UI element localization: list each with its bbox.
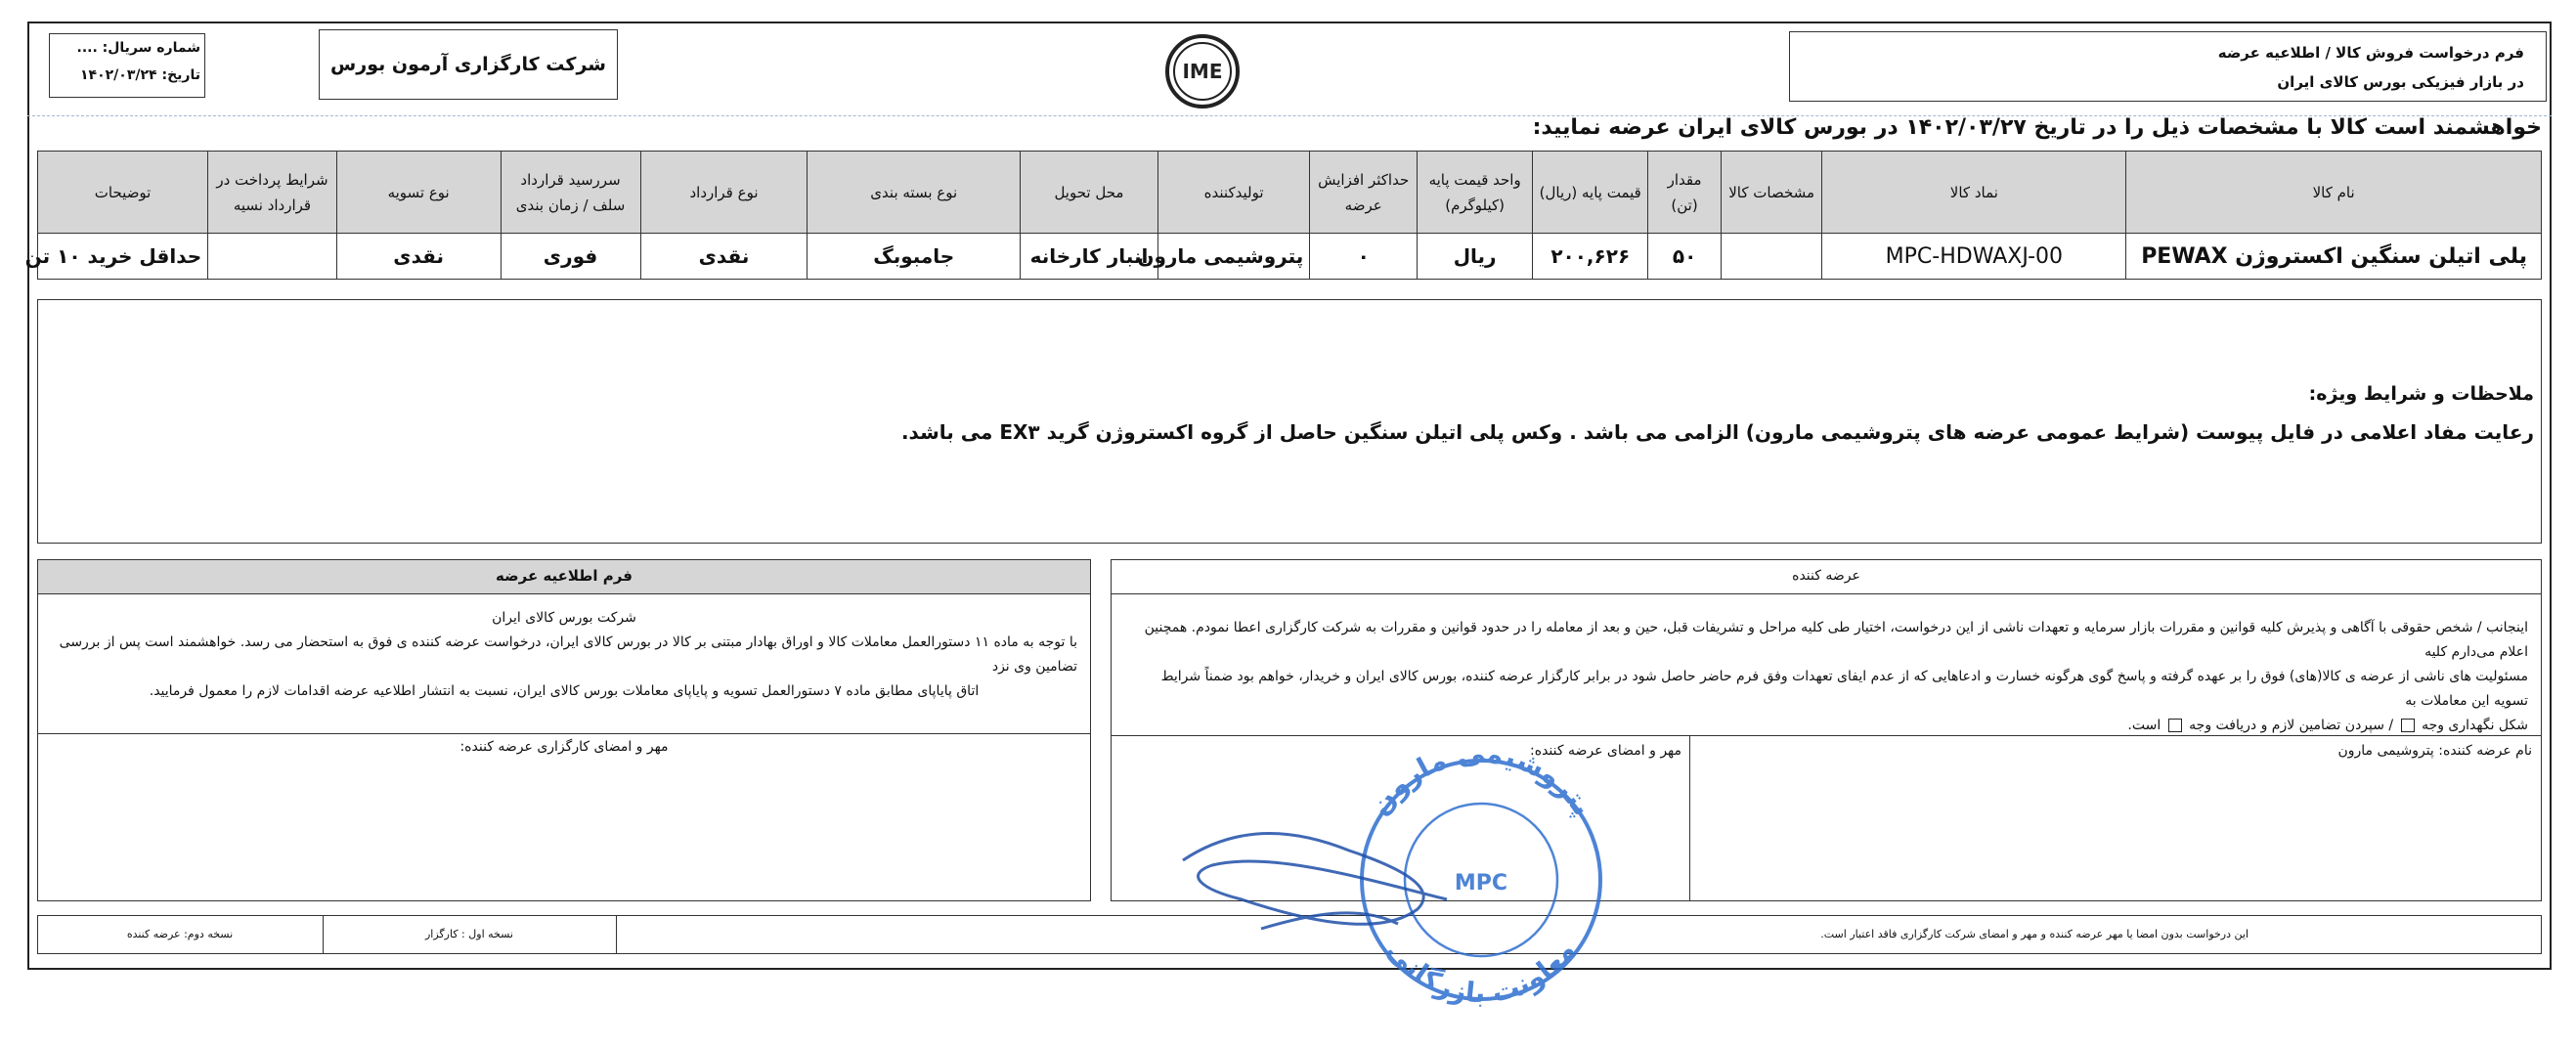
remarks-title: ملاحظات و شرایط ویژه: [2308,383,2534,405]
supplier-line2: مسئولیت های ناشی از عرضه ی کالا(های) فوق را بر عهده گرفته و پاسخ گوی هرگونه خسارت و ادعاهایی که از عدم ایفای تعهدات وفق فرم حاضر حاصل شود در برابر کارگزار عرضه کننده، بورس کالای ایران و خریدار، خواهم بود ضمناً شرایط تسویه این معاملات به [1160,669,2528,709]
offer-info-title: فرم اطلاعیه عرضه [37,559,1091,594]
stamp-line2: معاونت بازرگانی [1380,934,1582,1010]
date-label: تاریخ: ۱۴۰۲/۰۳/۲۴ [80,67,200,83]
broker-company: شرکت کارگزاری آرمون بورس [319,29,618,100]
divider [616,915,617,954]
supplier-line1: اینجانب / شخص حقوقی با آگاهی و پذیرش کلیه قوانین و مقررات بازار سرمایه و تعهدات ناشی از این درخواست، اختیار طی کلیه مراحل و تشریفات قبل، حین و بعد از معامله را در حدود قوانین و مقررات به شرکت کارگزاری اعطا نمودم. همچنین اعلام می‌دارم کلیه [1144,620,2528,660]
checkbox-hold-funds[interactable] [2401,719,2415,732]
supplier-seal-label: مهر و امضای عرضه کننده: [1530,743,1681,759]
col-header: محل تحویل [1021,152,1158,234]
logo-text: IME [1182,60,1223,83]
col-header: واحد قیمت پایه (کیلوگرم) [1418,152,1533,234]
offer-info-line1: شرکت بورس کالای ایران [492,610,636,626]
offer-info-body [51,606,1077,699]
ime-logo [1158,31,1246,111]
offer-info-line3: اتاق پایاپای مطابق ماده ۷ دستورالعمل تسویه و پایاپای معاملات بورس کالای ایران، نسبت به انتشار اطلاعیه عرضه اقدامات لازم را معمول فرمایید. [149,683,980,699]
footer-copy1: نسخه اول : کارگزار [424,928,513,940]
remarks-text: رعایت مفاد اعلامی در فایل پیوست (شرایط عمومی عرضه های پتروشیمی مارون) الزامی می باشد . وکس پلی اتیلن سنگین حاصل از گروه اکستروژن گرید EX۳ می باشد. [900,420,2534,444]
divider [1689,735,1690,901]
col-header: قیمت پایه (ریال) [1533,152,1648,234]
stamp-line1: پتروشیمی مارون [1363,736,1599,822]
col-header: نوع بسته بندی [808,152,1021,234]
divider [37,733,1091,734]
supplier-line3-a: شکل نگهداری وجه [2422,718,2528,733]
col-header: سررسید قرارداد سلف / زمان بندی [501,152,640,234]
cell-name: پلی اتیلن سنگین اکستروژن PEWAX [2126,234,2542,280]
cell-quantity: ۵۰ [1648,234,1722,280]
cell-packaging: جامبوبگ [808,234,1021,280]
col-header: نماد کالا [1822,152,2126,234]
col-header: مشخصات کالا [1721,152,1822,234]
supplier-line3-b: / سپردن تضامین لازم و دریافت وجه [2189,718,2394,733]
col-header: شرایط پرداخت در قرارداد نسیه [208,152,337,234]
form-title-line1: فرم درخواست فروش کالا / اطلاعیه عرضه [2217,44,2524,62]
cell-specs [1721,234,1822,280]
checkbox-guarantee[interactable] [2168,719,2182,732]
request-text: خواهشمند است کالا با مشخصات ذیل را در تاریخ ۱۴۰۲/۰۳/۲۷ در بورس کالای ایران عرضه نمایید: [1532,115,2542,140]
cell-delivery-place: انبار کارخانه [1021,234,1158,280]
col-header: نام کالا [2126,152,2542,234]
footer-copy2: نسخه دوم: عرضه کننده [126,928,234,940]
cell-maturity: فوری [501,234,640,280]
supplier-title: عرضه کننده [1111,559,2542,594]
cell-producer: پتروشیمی مارون [1157,234,1309,280]
footer-validity: این درخواست بدون امضا یا مهر عرضه کننده و مهر و امضای شرکت کارگزاری فاقد اعتبار است. [1820,928,2249,940]
col-header: حداکثر افزایش عرضه [1310,152,1418,234]
broker-signature-label: مهر و امضای کارگزاری عرضه کننده: [459,739,669,755]
stamp-circle [1362,736,1600,1009]
col-header: نوع تسویه [336,152,501,234]
cell-price-unit: ریال [1418,234,1533,280]
cell-symbol: MPC-HDWAXJ-00 [1822,234,2126,280]
stamp-initials: MPC [1454,871,1508,895]
cell-settlement: نقدی [336,234,501,280]
goods-table [24,151,2542,280]
table-header-row [38,152,2542,234]
col-header: نوع قرارداد [640,152,808,234]
cell-base-price: ۲۰۰,۶۲۶ [1533,234,1648,280]
col-header: مقدار (تن) [1648,152,1722,234]
cell-credit-terms [208,234,337,280]
svg-text:معاونت بازرگانی [1380,935,1582,1009]
supplier-line3-c: است. [2127,718,2161,733]
cell-max-increase: ۰ [1310,234,1418,280]
serial-date-box [49,33,205,98]
table-row [38,234,2542,280]
company-stamp [1124,704,1672,1036]
offer-info-line2: با توجه به ماده ۱۱ دستورالعمل معاملات کالا و اوراق بهادار مبتنی بر کالا در بورس کالای ایران، درخواست عرضه کننده ی فوق به استحضار می رسد. خواهشمند است پس از بررسی تضامین وی نزد [59,634,1077,675]
signature-mark [1183,834,1447,930]
cell-contract-type: نقدی [640,234,808,280]
col-header: توضیحات [38,152,208,234]
form-title-box [1789,31,2547,102]
supplier-declaration [1124,616,2528,733]
supplier-name-label: نام عرضه کننده: پتروشیمی مارون [2337,743,2532,759]
form-title-line2: در بازار فیزیکی بورس کالای ایران [2277,73,2524,91]
col-header: تولیدکننده [1157,152,1309,234]
cell-notes: حداقل خرید ۱۰ تن [38,234,208,280]
serial-label: شماره سریال: .... [76,40,200,56]
svg-text:پتروشیمی مارون [1364,736,1599,821]
